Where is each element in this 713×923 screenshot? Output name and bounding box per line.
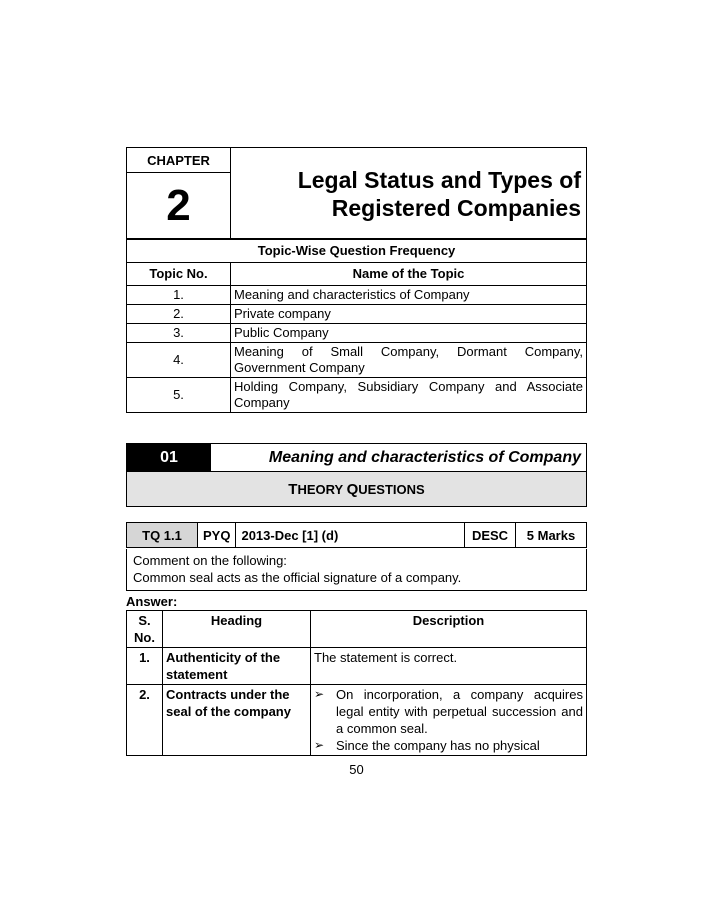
questions-initial-q: Q bbox=[346, 481, 359, 498]
arrow-bullet-icon: ➢ bbox=[314, 738, 325, 752]
column-header-heading: Heading bbox=[163, 611, 311, 648]
table-caption-row bbox=[127, 240, 587, 263]
chapter-header bbox=[126, 147, 587, 239]
table-row bbox=[127, 286, 587, 305]
table-header-row bbox=[127, 611, 587, 648]
page-number: 50 bbox=[349, 762, 364, 777]
topic-no: 2. bbox=[127, 305, 231, 324]
table-row bbox=[127, 324, 587, 343]
topic-name: Meaning of Small Company, Dormant Company, Government Company bbox=[231, 343, 587, 378]
topic-name: Meaning and characteristics of Company bbox=[231, 286, 587, 305]
section-heading bbox=[126, 443, 587, 472]
answer-heading: Contracts under the seal of the company bbox=[163, 685, 311, 756]
topic-table-caption: Topic-Wise Question Frequency bbox=[127, 240, 587, 263]
table-row bbox=[127, 343, 587, 378]
table-row bbox=[127, 685, 587, 756]
questions-rest: UESTIONS bbox=[358, 482, 425, 497]
theory-rest: HEORY bbox=[297, 482, 347, 497]
column-header-description: Description bbox=[311, 611, 587, 648]
question-line2: Common seal acts as the official signature of a company. bbox=[133, 570, 462, 585]
question-id: TQ 1.1 bbox=[127, 523, 198, 548]
question-type: PYQ bbox=[198, 523, 236, 548]
answer-table bbox=[126, 610, 587, 756]
topic-name: Holding Company, Subsidiary Company and Associate Company bbox=[231, 378, 587, 413]
bullet-item bbox=[314, 686, 583, 737]
topic-no: 3. bbox=[127, 324, 231, 343]
question-line1: Comment on the following: bbox=[133, 553, 287, 568]
question-header bbox=[126, 522, 587, 548]
topic-frequency-table bbox=[126, 239, 587, 413]
answer-description bbox=[311, 685, 587, 756]
question-marks: 5 Marks bbox=[516, 523, 587, 548]
answer-heading: Authenticity of the statement bbox=[163, 648, 311, 685]
table-row bbox=[127, 378, 587, 413]
topic-name: Public Company bbox=[231, 324, 587, 343]
bullet-text: On incorporation, a company acquires legal entity with perpetual succession and a common seal. bbox=[336, 687, 583, 736]
topic-name: Private company bbox=[231, 305, 587, 324]
theory-questions-heading bbox=[126, 472, 587, 507]
section-number: 01 bbox=[127, 444, 211, 471]
column-header-topic-name: Name of the Topic bbox=[231, 263, 587, 286]
chapter-title bbox=[237, 166, 581, 222]
question-format: DESC bbox=[465, 523, 516, 548]
chapter-title-line1: Legal Status and Types of bbox=[297, 167, 581, 193]
topic-no: 5. bbox=[127, 378, 231, 413]
question-exam: 2013-Dec [1] (d) bbox=[236, 523, 465, 548]
chapter-label: CHAPTER bbox=[127, 148, 231, 173]
chapter-title-line2: Registered Companies bbox=[331, 195, 581, 221]
chapter-number: 2 bbox=[127, 173, 231, 239]
column-header-sno: S. No. bbox=[127, 611, 163, 648]
question-body bbox=[126, 549, 587, 591]
table-header-row bbox=[127, 263, 587, 286]
topic-no: 1. bbox=[127, 286, 231, 305]
answer-description: The statement is correct. bbox=[311, 648, 587, 685]
arrow-bullet-icon: ➢ bbox=[314, 687, 325, 701]
bullet-text: Since the company has no physical bbox=[336, 738, 540, 753]
answer-sno: 2. bbox=[127, 685, 163, 756]
bullet-item bbox=[314, 737, 583, 754]
section-title: Meaning and characteristics of Company bbox=[268, 449, 581, 466]
theory-initial-t: T bbox=[288, 481, 298, 498]
column-header-topic-no: Topic No. bbox=[127, 263, 231, 286]
topic-no: 4. bbox=[127, 343, 231, 378]
table-row bbox=[127, 305, 587, 324]
answer-sno: 1. bbox=[127, 648, 163, 685]
answer-label: Answer: bbox=[126, 594, 178, 609]
table-row bbox=[127, 648, 587, 685]
question-header-row bbox=[127, 523, 587, 548]
